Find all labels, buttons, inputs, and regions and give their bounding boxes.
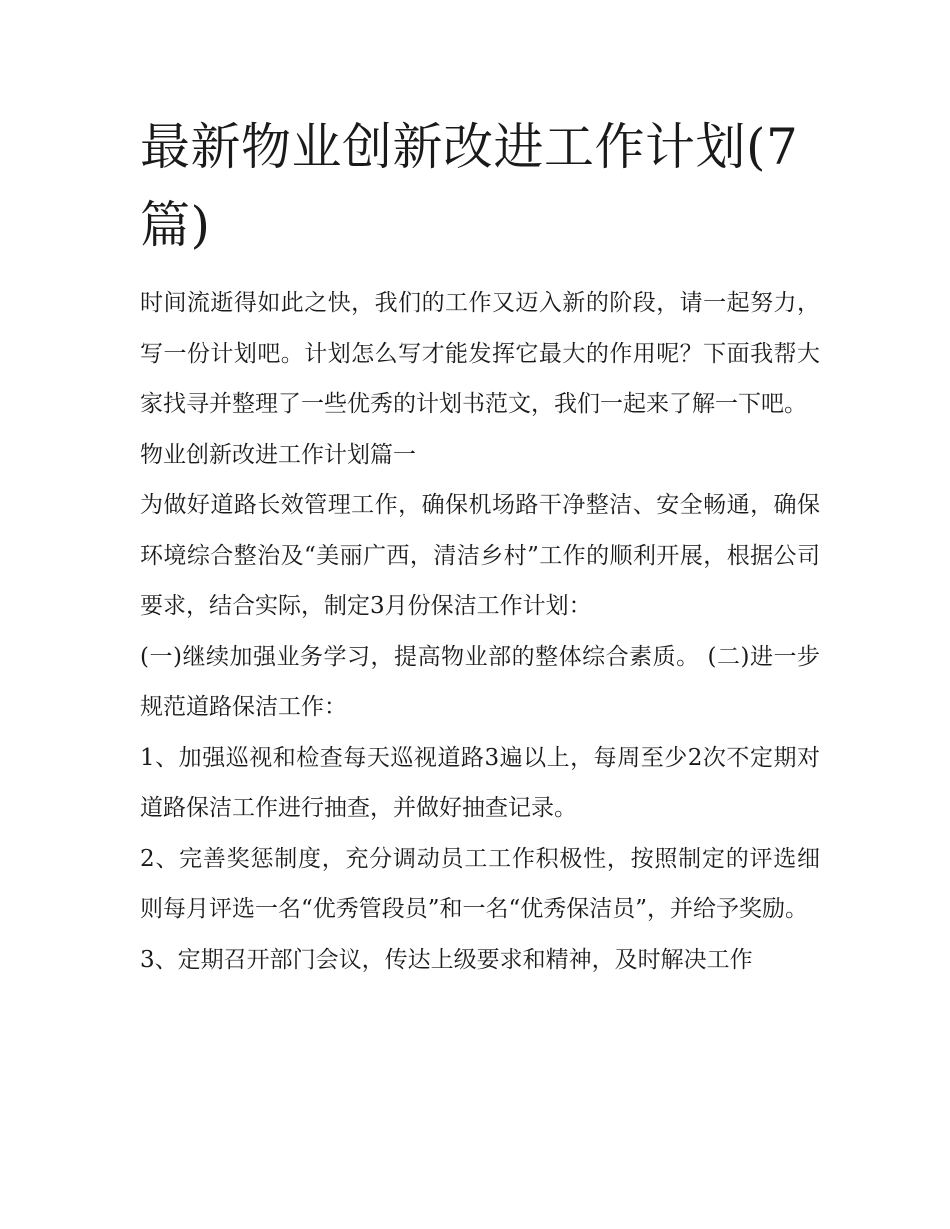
body-paragraph: (一)继续加强业务学习，提高物业部的整体综合素质。 (二)进一步规范道路保洁工作： <box>140 643 820 720</box>
document-page <box>140 108 820 985</box>
document-title: 最新物业创新改进工作计划(7篇) <box>140 118 799 254</box>
intro-paragraph: 时间流逝得如此之快，我们的工作又迈入新的阶段，请一起努力，写一份计划吧。计划怎么写才能发挥它最大的作用呢？下面我帮大家找寻并整理了一些优秀的计划书范文，我们一起来了解一下吧。 <box>140 290 820 417</box>
list-item: 1、加强巡视和检查每天巡视道路3遍以上，每周至少2次不定期对道路保洁工作进行抽查，并做好抽查记录。 <box>140 744 820 821</box>
section-heading: 物业创新改进工作计划篇一 <box>140 441 416 468</box>
body-paragraph: 为做好道路长效管理工作，确保机场路干净整洁、安全畅通，确保环境综合整治及“美丽广西，清洁乡村”工作的顺利开展，根据公司要求，结合实际，制定3月份保洁工作计划： <box>140 492 820 619</box>
list-item: 3、定期召开部门会议，传达上级要求和精神，及时解决工作 <box>140 946 753 973</box>
list-item: 2、完善奖惩制度，充分调动员工工作积极性，按照制定的评选细则每月评选一名“优秀管段员”和一名“优秀保洁员”，并给予奖励。 <box>140 845 820 922</box>
